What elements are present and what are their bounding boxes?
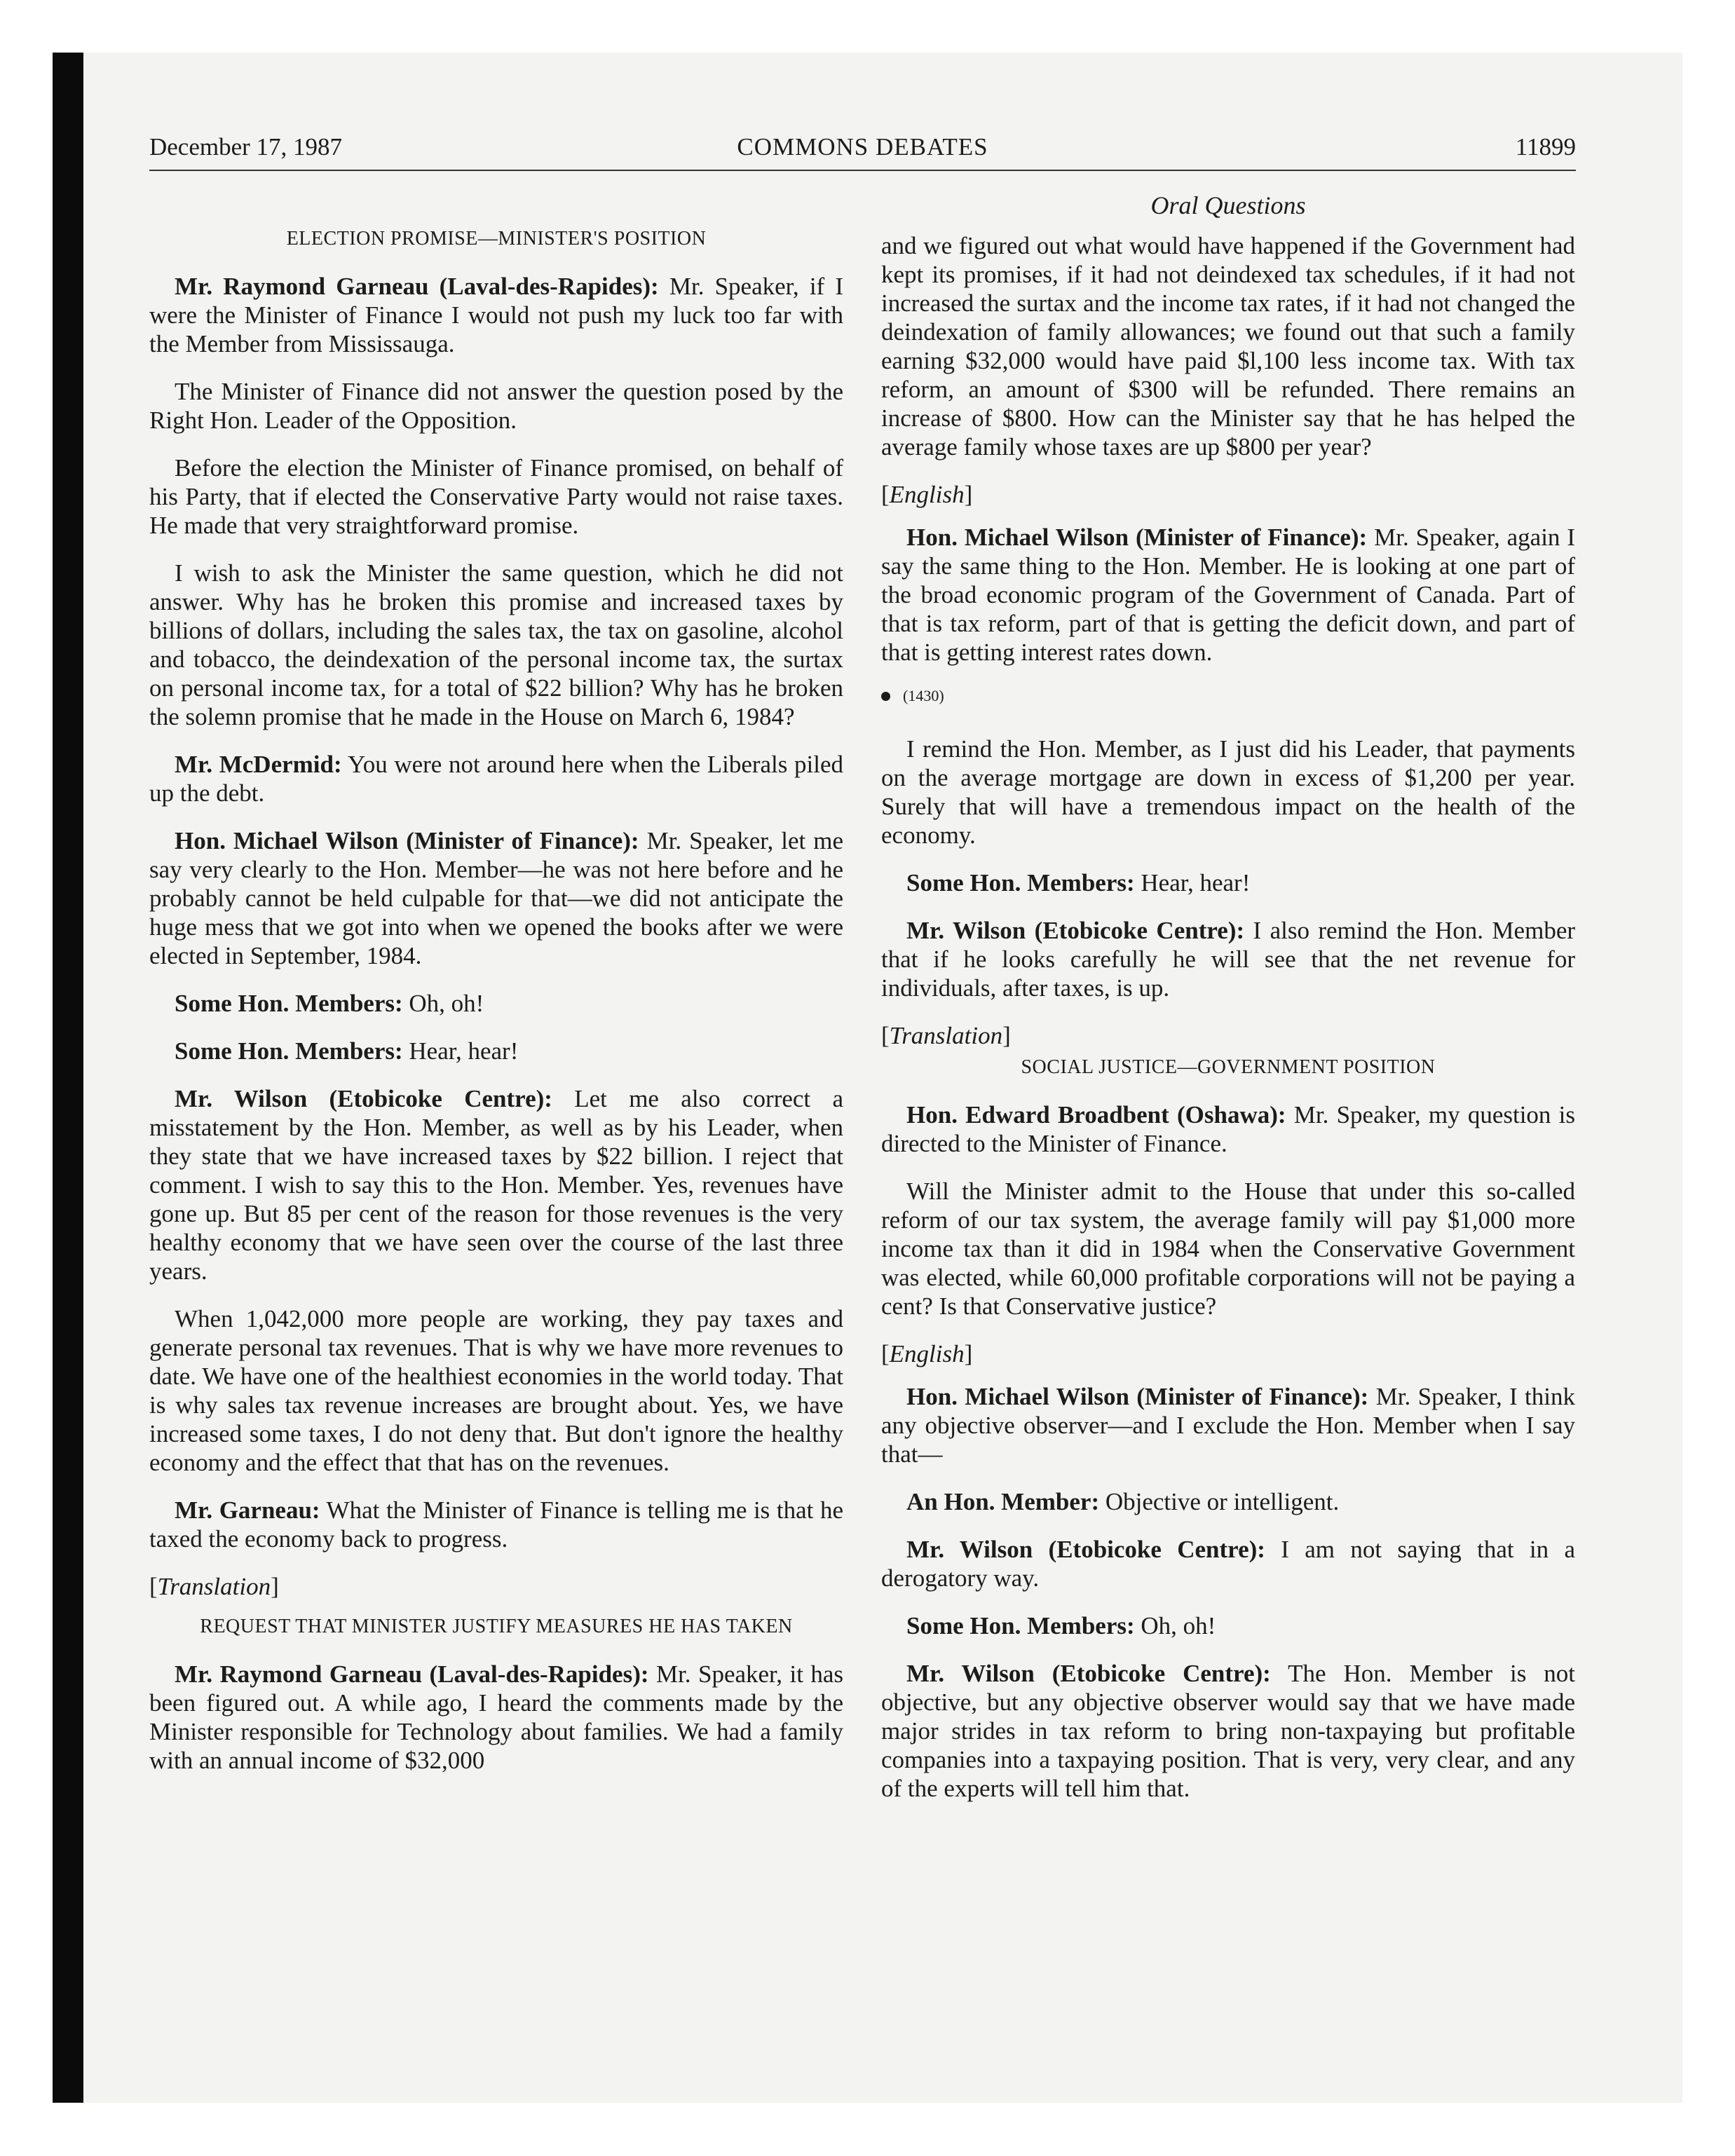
header-page-number: 11899 [1515, 133, 1576, 161]
speaker-name: Hon. Michael Wilson (Minister of Finance): [906, 524, 1368, 551]
speaker-name: Hon. Michael Wilson (Minister of Finance): [906, 1383, 1369, 1410]
paragraph: Will the Minister admit to the House that under this so-called reform of our tax system, the average family will pay $1,000 more income tax than it did in 1984 when the Conservative Government was elected, while 60,000 profitable corporations will not be paying a cent? Is that Conservative justice? [881, 1178, 1575, 1320]
speech-text: Oh, oh! [1134, 1612, 1216, 1639]
speaker-name: Hon. Edward Broadbent (Oshawa): [906, 1101, 1286, 1128]
language-label: Translation [157, 1573, 271, 1600]
section-heading: REQUEST THAT MINISTER JUSTIFY MEASURES HE HAS TAKEN [200, 1616, 793, 1637]
right-column [881, 191, 1575, 1822]
paragraph [149, 826, 843, 970]
language-marker: [Translation] [149, 1573, 279, 1600]
speech-text: Hear, hear! [1134, 869, 1251, 896]
speech-text: Mr. Speaker, it has been figured out. A while ago, I heard the comments made by the Minister responsible for Technology about families. We had a family with an annual income of $32,000 [149, 1660, 843, 1774]
paragraph [149, 989, 843, 1018]
paragraph [881, 916, 1575, 1002]
paragraph [881, 1487, 1575, 1516]
paragraph [149, 750, 843, 807]
paragraph: Before the election the Minister of Finance promised, on behalf of his Party, that if elected the Conservative Party would not raise taxes. He made that very straightforward promise. [149, 454, 843, 539]
paragraph: I remind the Hon. Member, as I just did his Leader, that payments on the average mortgage are down in excess of $1,200 per year. Surely that will have a tremendous impact on the health of the economy. [881, 735, 1575, 849]
speaker-name: Mr. Wilson (Etobicoke Centre): [906, 1660, 1271, 1687]
paragraph [149, 272, 843, 358]
speech-text: Mr. Speaker, again I say the same thing to the Hon. Member. He is looking at one part of the broad economic program of the Government of Canada. Part of that is tax reform, part of that is getting the deficit down, and part of that is getting interest rates down. [881, 524, 1575, 666]
language-label: English [889, 1340, 965, 1367]
speech-text: Mr. Speaker, if I were the Minister of Finance I would not push my luck too far with the Member from Mississauga. [149, 273, 844, 357]
speech-text: What the Minister of Finance is telling me is that he taxed the economy back to progress. [149, 1496, 843, 1553]
paragraph: When 1,042,000 more people are working, they pay taxes and generate personal tax revenues. That is why we have more revenues to date. We have one of the healthiest economies in the world today. That is why sales tax revenue increases are brought about. Yes, we have increased some taxes, I do not deny that. But don't ignore the healthy economy and the effect that that has on the revenues. [149, 1305, 843, 1476]
speech-text: Mr. Speaker, I think any objective observer—and I exclude the Hon. Member when I say that— [881, 1383, 1575, 1468]
speech-text: Oh, oh! [402, 990, 484, 1017]
paragraph [881, 1382, 1575, 1468]
paragraph [149, 1084, 843, 1285]
speaker-name: Mr. Wilson (Etobicoke Centre): [906, 917, 1245, 944]
speech-text: I also remind the Hon. Member that if he looks carefully he will see that the net revenue for individuals, after taxes, is up. [881, 917, 1576, 1002]
running-head: Oral Questions [1150, 191, 1306, 219]
speech-text: Let me also correct a misstatement by the Hon. Member, as well as by his Leader, when they state that we have increased taxes by $22 billion. I reject that comment. I wish to say this to the Hon. Member. Yes, revenues have gone up. But 85 per cent of the reason for those revenues is the very healthy economy that we have seen over the course of the last three years. [149, 1085, 844, 1285]
speaker-name: Mr. McDermid: [175, 751, 342, 778]
language-marker: [English] [881, 481, 973, 508]
paragraph [149, 1660, 843, 1775]
bullet-icon [881, 692, 890, 701]
language-marker: [English] [881, 1340, 973, 1367]
paragraph [881, 523, 1575, 667]
speech-text: You were not around here when the Liberals piled up the debt. [149, 751, 843, 807]
header-title: COMMONS DEBATES [737, 133, 988, 161]
paragraph [881, 1611, 1575, 1640]
binding-edge [53, 53, 83, 2103]
language-label: Translation [889, 1022, 1003, 1049]
speaker-name: Mr. Wilson (Etobicoke Centre): [906, 1536, 1265, 1563]
speaker-name: Mr. Garneau: [175, 1496, 320, 1524]
speaker-name: Some Hon. Members: [175, 990, 403, 1017]
section-heading: ELECTION PROMISE—MINISTER'S POSITION [286, 228, 707, 250]
paragraph [881, 1100, 1575, 1158]
speech-text: Hear, hear! [402, 1037, 519, 1065]
header-date: December 17, 1987 [149, 133, 343, 161]
paragraph [881, 868, 1575, 897]
speaker-name: Some Hon. Members: [906, 1612, 1135, 1639]
speaker-name: Mr. Raymond Garneau (Laval-des-Rapides): [175, 273, 659, 300]
speech-text: Objective or intelligent. [1099, 1488, 1340, 1515]
speech-text: I am not saying that in a derogatory way. [881, 1536, 1576, 1592]
paragraph [881, 1659, 1575, 1803]
left-column [149, 191, 843, 1794]
speech-text: The Hon. Member is not objective, but any objective observer would say that we have made major strides in tax reform to bring non-taxpaying but profitable companies into a taxpaying position. That is very, very clear, and any of the experts will tell him that. [881, 1660, 1575, 1802]
speaker-name: Mr. Wilson (Etobicoke Centre): [175, 1085, 552, 1112]
paragraph [149, 1037, 843, 1065]
time-stamp: (1430) [903, 687, 944, 704]
paragraph [149, 1496, 843, 1553]
speaker-name: Hon. Michael Wilson (Minister of Finance): [175, 827, 639, 854]
speaker-name: Some Hon. Members: [175, 1037, 403, 1065]
section-heading: SOCIAL JUSTICE—GOVERNMENT POSITION [1021, 1056, 1436, 1078]
paragraph: and we figured out what would have happened if the Government had kept its promises, if it had not deindexed tax schedules, if it had not increased the surtax and the income tax rates, if it had not changed the deindexation of family allowances; we found out that such a family earning $32,000 would have paid $l,100 less income tax. With tax reform, an amount of $300 will be refunded. There remains an increase of $800. How can the Minister say that he has helped the average family whose taxes are up $800 per year? [881, 232, 1575, 460]
time-marker [881, 685, 1575, 707]
paragraph: The Minister of Finance did not answer the question posed by the Right Hon. Leader of the Opposition. [149, 378, 843, 434]
paragraph [881, 1535, 1575, 1592]
language-label: English [889, 481, 965, 508]
speaker-name: An Hon. Member: [906, 1488, 1100, 1515]
language-marker: [Translation] [881, 1022, 1011, 1049]
speech-text: Mr. Speaker, my question is directed to the Minister of Finance. [881, 1101, 1575, 1157]
paragraph: I wish to ask the Minister the same question, which he did not answer. Why has he broken this promise and increased taxes by billions of dollars, including the sales tax, the tax on gasoline, alcohol and tobacco, the deindexation of the personal income tax, the surtax on personal income tax, for a total of $22 billion? Why has he broken the solemn promise that he made in the House on March 6, 1984? [149, 559, 843, 730]
speaker-name: Some Hon. Members: [906, 869, 1135, 896]
speaker-name: Mr. Raymond Garneau (Laval-des-Rapides): [175, 1660, 649, 1688]
page-header [149, 133, 1576, 171]
speech-text: Mr. Speaker, let me say very clearly to the Hon. Member—he was not here before and he probably cannot be held culpable for that—we did not anticipate the huge mess that we got into when we opened the books after we were elected in September, 1984. [149, 827, 843, 969]
